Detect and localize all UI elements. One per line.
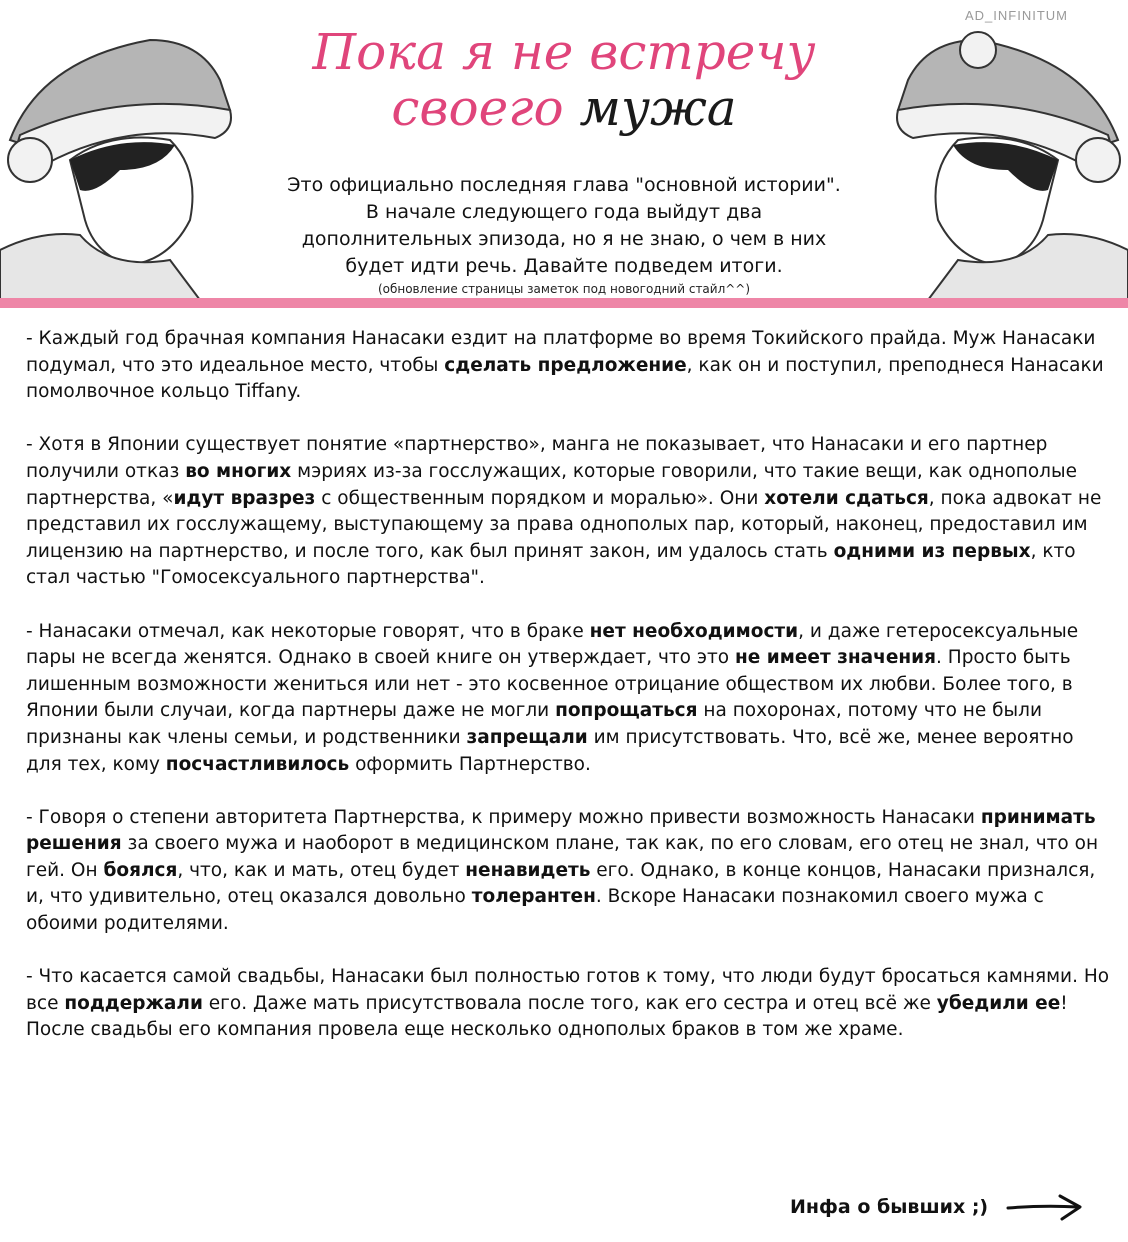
body-text-run: оформить Партнерство.: [349, 753, 591, 775]
body-text-run: - Что касается самой свадьбы, Нанасаки был полностью готов к тому, что люди будут бросаться камнями. Но все: [26, 966, 1110, 1014]
emphasis-text: посчастливилось: [165, 753, 350, 775]
note-paragraph: [26, 964, 1110, 1044]
emphasis-text: попрощаться: [555, 700, 698, 722]
emphasis-text: одними из первых: [833, 540, 1031, 562]
note-paragraph: [26, 805, 1110, 938]
intro-line: будет идти речь. Давайте подведем итоги.: [345, 255, 783, 277]
intro-line: В начале следующего года выйдут два: [365, 201, 763, 223]
body-text-run: его. Даже мать присутствовала после того, как его сестра и отец всё же: [202, 992, 937, 1014]
emphasis-text: поддержали: [64, 992, 203, 1014]
body-text-run: им присутствовать. Что, всё же, менее вероятно для тех, кому: [26, 726, 1074, 775]
next-page-link[interactable]: [790, 1192, 1084, 1222]
title-line-1: Пока я не встречу: [312, 23, 816, 81]
body-text-run: - Говоря о степени авторитета Партнерства, к примеру можно привести возможность Нанасаки: [26, 806, 981, 828]
emphasis-text: идут вразрез: [173, 487, 316, 509]
emphasis-text: убедили ее: [936, 992, 1061, 1014]
body-text-run: мэриях из-за госслужащих, которые говорили, что такие вещи, как однополые партнерства, «: [26, 460, 1077, 509]
next-page-label: Инфа о бывших ;): [790, 1196, 989, 1218]
body-text-run: , и даже гетеросексуальные пары не всегда женятся. Однако в своей книге он утверждает, что это: [26, 620, 1079, 669]
note-paragraph: [26, 619, 1110, 779]
body-text-run: ! После свадьбы его компания провела еще несколько однополых браков в том же храме.: [26, 992, 1068, 1041]
body-text-run: его. Однако, в конце концов, Нанасаки признался, и, что удивительно, отец оказался довольно: [26, 859, 1096, 908]
body-text-run: , что, как и мать, отец будет: [177, 859, 466, 881]
emphasis-text: ненавидеть: [465, 859, 591, 881]
notes-body: [26, 326, 1110, 1071]
arrow-right-icon: [1004, 1192, 1084, 1222]
body-text-run: - Каждый год брачная компания Нанасаки ездит на платформе во время Токийского прайда. Муж Нанасаки подумал, что это идеальное место, чтобы: [26, 328, 1096, 376]
character-right-illustration: [878, 20, 1128, 300]
intro-note: (обновление страницы заметок под новогодний стайл^^): [377, 282, 751, 296]
emphasis-text: толерантен: [471, 886, 596, 908]
title-line-2-pink: своего: [391, 79, 564, 137]
emphasis-text: не имеет значения: [735, 647, 937, 669]
character-left-illustration: [0, 20, 250, 300]
note-paragraph: [26, 432, 1110, 592]
header-banner: [0, 0, 1128, 300]
page-title: [300, 24, 828, 136]
emphasis-text: принимать решения: [26, 806, 1096, 855]
body-text-run: - Нанасаки отмечал, как некоторые говорят, что в браке: [26, 620, 590, 642]
emphasis-text: хотели сдаться: [764, 487, 929, 509]
emphasis-text: нет необходимости: [589, 620, 799, 642]
note-paragraph: [26, 326, 1110, 406]
emphasis-text: сделать предложение: [444, 354, 687, 376]
title-line-2: [300, 80, 828, 136]
body-text-run: . Вскоре Нанасаки познакомил своего мужа с обоими родителями.: [26, 886, 1044, 935]
body-text-run: , пока адвокат не представил их госслужащему, выступающему за права однополых пар, который, наконец, предоставил им лицензию на партнерство, и после того, как был принят закон, им удалось стать: [26, 487, 1102, 562]
watermark: AD_INFINITUM: [965, 8, 1068, 23]
body-text-run: , кто стал частью "Гомосексуального партнерства".: [26, 540, 1076, 589]
emphasis-text: боялся: [103, 859, 178, 881]
emphasis-text: во многих: [185, 460, 292, 482]
body-text-run: - Хотя в Японии существует понятие «партнерство», манга не показывает, что Нанасаки и его партнер получили отказ: [26, 434, 1048, 482]
intro-line: дополнительных эпизода, но я не знаю, о чем в них: [301, 228, 827, 250]
body-text-run: , как он и поступил, преподнеся Нанасаки помолвочное кольцо Tiffany.: [26, 354, 1104, 403]
title-line-2-dark: мужа: [579, 79, 737, 137]
body-text-run: на похоронах, потому что не были признаны как члены семьи, и родственники: [26, 700, 1042, 748]
intro-text: [250, 172, 878, 280]
emphasis-text: запрещали: [466, 726, 588, 748]
body-text-run: . Просто быть лишенным возможности жениться или нет - это косвенное отрицание обществом их любви. Более того, в Японии были случаи, когда партнеры даже не могли: [26, 647, 1073, 722]
header-divider: [0, 298, 1128, 308]
intro-line: Это официально последняя глава "основной истории".: [287, 174, 841, 196]
body-text-run: с общественным порядком и моралью». Они: [315, 487, 765, 509]
body-text-run: за своего мужа и наоборот в медицинском плане, так как, по его словам, его отец не знал, что он гей. Он: [26, 833, 1099, 881]
